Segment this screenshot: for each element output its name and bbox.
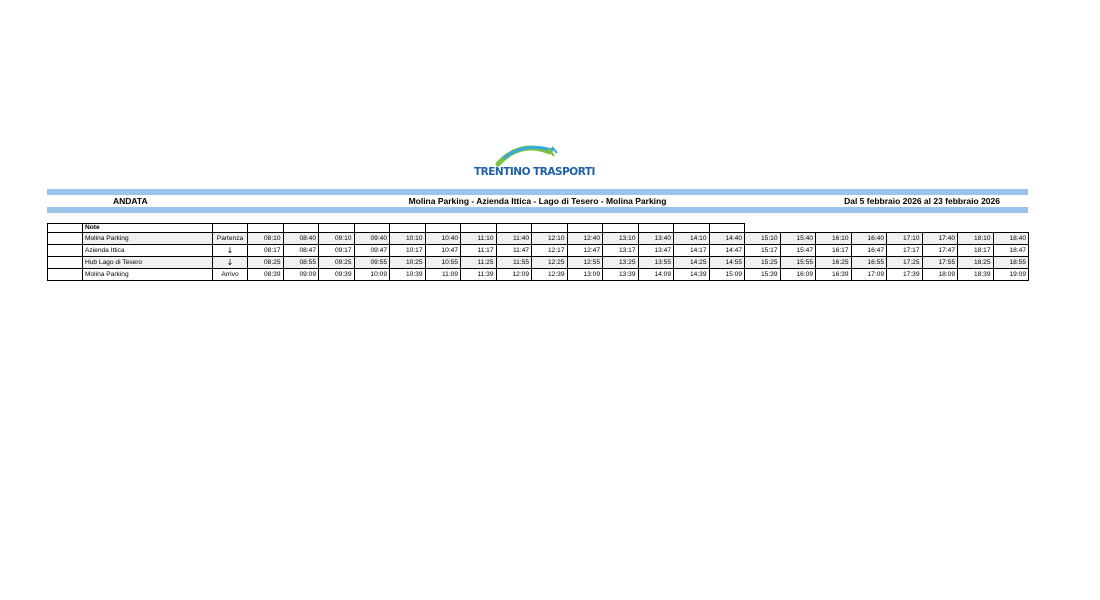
departure-time: 08:39 — [248, 269, 284, 281]
departure-time: 18:47 — [993, 245, 1029, 257]
departure-time: 14:25 — [674, 257, 710, 269]
departure-time: 10:10 — [390, 233, 426, 245]
departure-time: 13:39 — [603, 269, 639, 281]
departure-time: 15:39 — [745, 269, 781, 281]
note-cell — [319, 224, 355, 233]
note-label: Note — [83, 224, 213, 233]
departure-time: 12:17 — [532, 245, 568, 257]
departure-time: 15:09 — [709, 269, 745, 281]
departure-time: 12:40 — [567, 233, 603, 245]
stop-row — [48, 245, 1029, 257]
departure-time: 16:09 — [780, 269, 816, 281]
departure-time: 08:40 — [283, 233, 319, 245]
departure-time: 13:40 — [638, 233, 674, 245]
departure-time: 10:17 — [390, 245, 426, 257]
company-logo — [474, 138, 595, 182]
departure-time: 17:17 — [887, 245, 923, 257]
departure-time: 15:25 — [745, 257, 781, 269]
blank-cell — [48, 224, 83, 233]
down-arrow-icon: ↓ — [213, 245, 248, 257]
departure-time: 12:09 — [496, 269, 532, 281]
stop-type-label: Arrivo — [213, 269, 248, 281]
note-cell — [461, 224, 497, 233]
stop-name: Molina Parking — [83, 233, 213, 245]
note-cell — [283, 224, 319, 233]
departure-time: 08:47 — [283, 245, 319, 257]
note-cell — [213, 224, 248, 233]
departure-time: 14:47 — [709, 245, 745, 257]
note-cell — [390, 224, 426, 233]
departure-time: 11:47 — [496, 245, 532, 257]
note-cell — [425, 224, 461, 233]
header-band-bottom — [47, 207, 1028, 213]
note-cell — [958, 224, 994, 233]
header-band-top — [47, 189, 1028, 195]
note-cell — [248, 224, 284, 233]
departure-time: 16:10 — [816, 233, 852, 245]
departure-time: 09:55 — [354, 257, 390, 269]
blank-cell — [48, 233, 83, 245]
departure-time: 17:47 — [922, 245, 958, 257]
validity-dates: Dal 5 febbraio 2026 al 23 febbraio 2026 — [844, 196, 1000, 206]
note-cell — [709, 224, 745, 233]
stop-name: Azienda Ittica — [83, 245, 213, 257]
blank-cell — [48, 257, 83, 269]
departure-time: 13:17 — [603, 245, 639, 257]
departure-time: 18:09 — [922, 269, 958, 281]
departure-time: 18:10 — [958, 233, 994, 245]
logo-arc-icon — [494, 138, 558, 168]
departure-time: 11:55 — [496, 257, 532, 269]
note-cell — [532, 224, 568, 233]
logo-text: TRENTINO TRASPORTI — [474, 166, 595, 178]
departure-time: 09:17 — [319, 245, 355, 257]
departure-time: 14:55 — [709, 257, 745, 269]
departure-time: 13:47 — [638, 245, 674, 257]
departure-time: 19:09 — [993, 269, 1029, 281]
departure-time: 13:25 — [603, 257, 639, 269]
timetable — [47, 223, 1029, 281]
note-cell — [638, 224, 674, 233]
departure-time: 16:55 — [851, 257, 887, 269]
departure-time: 17:10 — [887, 233, 923, 245]
departure-time: 08:55 — [283, 257, 319, 269]
departure-time: 17:40 — [922, 233, 958, 245]
departure-time: 10:39 — [390, 269, 426, 281]
departure-time: 09:39 — [319, 269, 355, 281]
departure-time: 13:10 — [603, 233, 639, 245]
note-cell — [603, 224, 639, 233]
note-cell — [816, 224, 852, 233]
blank-cell — [48, 269, 83, 281]
departure-time: 10:25 — [390, 257, 426, 269]
departure-time: 15:40 — [780, 233, 816, 245]
direction-label: ANDATA — [113, 196, 148, 206]
departure-time: 12:10 — [532, 233, 568, 245]
departure-time: 17:39 — [887, 269, 923, 281]
departure-time: 16:39 — [816, 269, 852, 281]
departure-time: 16:40 — [851, 233, 887, 245]
departure-time: 09:10 — [319, 233, 355, 245]
departure-time: 12:55 — [567, 257, 603, 269]
departure-time: 16:17 — [816, 245, 852, 257]
stop-name: Molina Parking — [83, 269, 213, 281]
departure-time: 09:25 — [319, 257, 355, 269]
departure-time: 08:25 — [248, 257, 284, 269]
note-cell — [567, 224, 603, 233]
departure-time: 17:55 — [922, 257, 958, 269]
note-cell — [674, 224, 710, 233]
route-title: Molina Parking - Azienda Ittica - Lago di Tesero - Molina Parking — [408, 196, 667, 206]
note-cell — [993, 224, 1029, 233]
note-row — [48, 224, 1029, 233]
departure-time: 15:47 — [780, 245, 816, 257]
down-arrow-icon: ↓ — [213, 257, 248, 269]
departure-time: 16:47 — [851, 245, 887, 257]
blank-cell — [48, 245, 83, 257]
departure-time: 11:40 — [496, 233, 532, 245]
departure-time: 10:55 — [425, 257, 461, 269]
departure-time: 11:09 — [425, 269, 461, 281]
departure-time: 11:17 — [461, 245, 497, 257]
departure-time: 09:40 — [354, 233, 390, 245]
departure-time: 16:25 — [816, 257, 852, 269]
departure-time: 09:47 — [354, 245, 390, 257]
departure-time: 08:10 — [248, 233, 284, 245]
stop-type-label: Partenza — [213, 233, 248, 245]
stop-row — [48, 257, 1029, 269]
departure-time: 14:10 — [674, 233, 710, 245]
departure-time: 08:17 — [248, 245, 284, 257]
departure-time: 18:25 — [958, 257, 994, 269]
departure-time: 18:17 — [958, 245, 994, 257]
departure-time: 15:17 — [745, 245, 781, 257]
note-cell — [354, 224, 390, 233]
departure-time: 13:09 — [567, 269, 603, 281]
departure-time: 13:55 — [638, 257, 674, 269]
departure-time: 18:39 — [958, 269, 994, 281]
departure-time: 12:47 — [567, 245, 603, 257]
departure-time: 15:55 — [780, 257, 816, 269]
timetable-header — [47, 196, 1028, 207]
stop-name: Hub Lago di Tesero — [83, 257, 213, 269]
departure-time: 17:25 — [887, 257, 923, 269]
note-cell — [780, 224, 816, 233]
departure-time: 12:39 — [532, 269, 568, 281]
departure-time: 11:10 — [461, 233, 497, 245]
departure-time: 15:10 — [745, 233, 781, 245]
departure-time: 10:40 — [425, 233, 461, 245]
note-cell — [887, 224, 923, 233]
departure-time: 18:55 — [993, 257, 1029, 269]
departure-time: 09:09 — [283, 269, 319, 281]
departure-time: 18:40 — [993, 233, 1029, 245]
stop-row — [48, 269, 1029, 281]
departure-time: 11:39 — [461, 269, 497, 281]
departure-time: 10:09 — [354, 269, 390, 281]
note-cell — [745, 224, 781, 233]
note-cell — [922, 224, 958, 233]
note-cell — [496, 224, 532, 233]
departure-time: 11:25 — [461, 257, 497, 269]
departure-time: 14:09 — [638, 269, 674, 281]
note-cell — [851, 224, 887, 233]
stop-row — [48, 233, 1029, 245]
departure-time: 14:40 — [709, 233, 745, 245]
departure-time: 17:09 — [851, 269, 887, 281]
departure-time: 14:17 — [674, 245, 710, 257]
departure-time: 10:47 — [425, 245, 461, 257]
departure-time: 14:39 — [674, 269, 710, 281]
departure-time: 12:25 — [532, 257, 568, 269]
